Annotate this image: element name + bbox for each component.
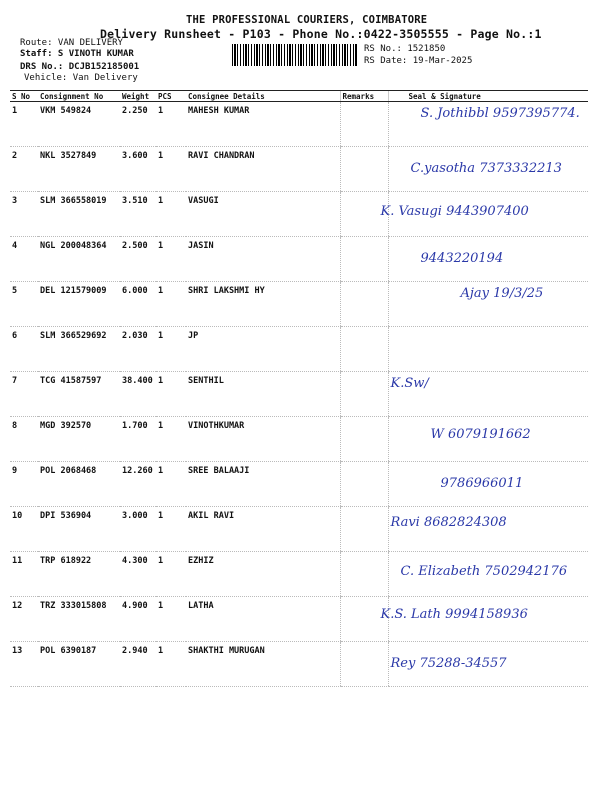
cell-consignee: JP: [186, 327, 340, 372]
cell-consignee: LATHA: [186, 597, 340, 642]
table-row: [10, 462, 588, 507]
handwritten-signature: Ajay 19/3/25: [460, 286, 544, 301]
cell-sno: 3: [10, 192, 38, 237]
table-row: [10, 372, 588, 417]
table-row: [10, 507, 588, 552]
cell-remarks: [340, 507, 388, 552]
table-row: [10, 417, 588, 462]
cell-sno: 6: [10, 327, 38, 372]
rs-date: RS Date: 19-Mar-2025: [364, 56, 473, 66]
handwritten-signature: 9443220194: [420, 251, 504, 266]
runsheet-subtitle: Delivery Runsheet - P103 - Phone No.:0422-3505555 - Page No.:1: [100, 27, 542, 41]
cell-consignment: POL 2068468: [38, 462, 120, 507]
cell-consignee: SHRI LAKSHMI HY: [186, 282, 340, 327]
cell-remarks: [340, 372, 388, 417]
cell-sno: 13: [10, 642, 38, 687]
cell-consignment: TRZ 333015808: [38, 597, 120, 642]
cell-sno: 2: [10, 147, 38, 192]
cell-consignee: VINOTHKUMAR: [186, 417, 340, 462]
header-consignee: Consignee Details: [186, 91, 340, 102]
cell-signature: [388, 327, 588, 372]
cell-consignment: POL 6390187: [38, 642, 120, 687]
cell-weight: 3.510: [120, 192, 156, 237]
cell-sno: 11: [10, 552, 38, 597]
cell-sno: 4: [10, 237, 38, 282]
cell-pcs: 1: [156, 417, 186, 462]
cell-remarks: [340, 462, 388, 507]
cell-sno: 10: [10, 507, 38, 552]
route-label: Route: VAN DELIVERY: [20, 38, 123, 48]
cell-weight: 2.250: [120, 102, 156, 147]
header-remarks: Remarks: [340, 91, 388, 102]
cell-consignment: VKM 549824: [38, 102, 120, 147]
table-row: [10, 642, 588, 687]
cell-signature: [388, 552, 588, 597]
cell-consignee: RAVI CHANDRAN: [186, 147, 340, 192]
cell-weight: 6.000: [120, 282, 156, 327]
header-signature: Seal & Signature: [388, 91, 588, 102]
handwritten-signature: K.S. Lath 9994158936: [380, 607, 528, 622]
cell-consignment: SLM 366558019: [38, 192, 120, 237]
cell-remarks: [340, 327, 388, 372]
cell-weight: 2.940: [120, 642, 156, 687]
vehicle-label: Vehicle: Van Delivery: [24, 73, 138, 83]
cell-weight: 3.600: [120, 147, 156, 192]
table-row: [10, 192, 588, 237]
header-weight: Weight: [120, 91, 156, 102]
cell-weight: 3.000: [120, 507, 156, 552]
cell-weight: 2.030: [120, 327, 156, 372]
cell-pcs: 1: [156, 192, 186, 237]
table-row: [10, 597, 588, 642]
table-body: [10, 102, 588, 687]
handwritten-signature: W 6079191662: [430, 427, 531, 442]
cell-sno: 9: [10, 462, 38, 507]
cell-signature: [388, 372, 588, 417]
cell-weight: 4.900: [120, 597, 156, 642]
table-row: [10, 102, 588, 147]
company-title: THE PROFESSIONAL COURIERS, COIMBATORE: [186, 14, 428, 26]
cell-consignment: TCG 41587597: [38, 372, 120, 417]
cell-pcs: 1: [156, 327, 186, 372]
cell-remarks: [340, 417, 388, 462]
barcode-image: [232, 44, 358, 66]
cell-pcs: 1: [156, 372, 186, 417]
cell-remarks: [340, 552, 388, 597]
rs-number: RS No.: 1521850: [364, 44, 446, 54]
cell-weight: 1.700: [120, 417, 156, 462]
cell-consignment: DPI 536904: [38, 507, 120, 552]
cell-consignment: SLM 366529692: [38, 327, 120, 372]
cell-pcs: 1: [156, 237, 186, 282]
cell-consignment: NKL 3527849: [38, 147, 120, 192]
cell-sno: 5: [10, 282, 38, 327]
cell-remarks: [340, 147, 388, 192]
cell-remarks: [340, 282, 388, 327]
handwritten-signature: S. Jothibbl 9597395774.: [420, 106, 580, 121]
table-row: [10, 327, 588, 372]
handwritten-signature: C.yasotha 7373332213: [410, 161, 562, 176]
cell-pcs: 1: [156, 642, 186, 687]
cell-consignee: SREE BALAAJI: [186, 462, 340, 507]
cell-remarks: [340, 102, 388, 147]
cell-weight: 38.400: [120, 372, 156, 417]
cell-consignment: TRP 618922: [38, 552, 120, 597]
table-header-row: [10, 91, 588, 102]
cell-sno: 8: [10, 417, 38, 462]
cell-signature: [388, 147, 588, 192]
handwritten-signature: C. Elizabeth 7502942176: [400, 564, 568, 579]
cell-weight: 4.300: [120, 552, 156, 597]
cell-signature: [388, 237, 588, 282]
handwritten-signature: 9786966011: [440, 476, 524, 491]
cell-consignment: NGL 200048364: [38, 237, 120, 282]
cell-pcs: 1: [156, 507, 186, 552]
cell-signature: [388, 282, 588, 327]
cell-signature: [388, 462, 588, 507]
cell-signature: [388, 102, 588, 147]
cell-weight: 12.260: [120, 462, 156, 507]
cell-signature: [388, 642, 588, 687]
table-row: [10, 282, 588, 327]
table-row: [10, 552, 588, 597]
cell-consignment: MGD 392570: [38, 417, 120, 462]
cell-signature: [380, 597, 588, 642]
cell-pcs: 1: [156, 282, 186, 327]
cell-pcs: 1: [156, 147, 186, 192]
cell-remarks: [340, 237, 388, 282]
cell-sno: 12: [10, 597, 38, 642]
cell-pcs: 1: [156, 462, 186, 507]
handwritten-signature: Ravi 8682824308: [390, 515, 507, 530]
cell-signature: [388, 417, 588, 462]
cell-consignee: AKIL RAVI: [186, 507, 340, 552]
cell-weight: 2.500: [120, 237, 156, 282]
handwritten-signature: Rey 75288-34557: [390, 656, 507, 671]
cell-pcs: 1: [156, 552, 186, 597]
cell-signature: [388, 507, 588, 552]
cell-sno: 1: [10, 102, 38, 147]
cell-consignee: SHAKTHI MURUGAN: [186, 642, 340, 687]
header-pcs: PCS: [156, 91, 186, 102]
table-row: [10, 237, 588, 282]
handwritten-signature: K. Vasugi 9443907400: [380, 204, 529, 219]
handwritten-signature: K.Sw/: [390, 376, 429, 391]
header-consignment: Consignment No: [38, 91, 120, 102]
cell-consignment: DEL 121579009: [38, 282, 120, 327]
delivery-table: [10, 90, 588, 687]
header-sno: S No: [10, 91, 38, 102]
cell-pcs: 1: [156, 597, 186, 642]
staff-label: Staff: S VINOTH KUMAR: [20, 49, 134, 59]
cell-signature: [380, 192, 588, 237]
cell-remarks: [340, 642, 388, 687]
cell-sno: 7: [10, 372, 38, 417]
drs-label: DRS No.: DCJB152185001: [20, 62, 140, 72]
cell-pcs: 1: [156, 102, 186, 147]
cell-consignee: EZHIZ: [186, 552, 340, 597]
cell-consignee: JASIN: [186, 237, 340, 282]
table-row: [10, 147, 588, 192]
cell-consignee: SENTHIL: [186, 372, 340, 417]
cell-consignee: MAHESH KUMAR: [186, 102, 340, 147]
cell-consignee: VASUGI: [186, 192, 340, 237]
